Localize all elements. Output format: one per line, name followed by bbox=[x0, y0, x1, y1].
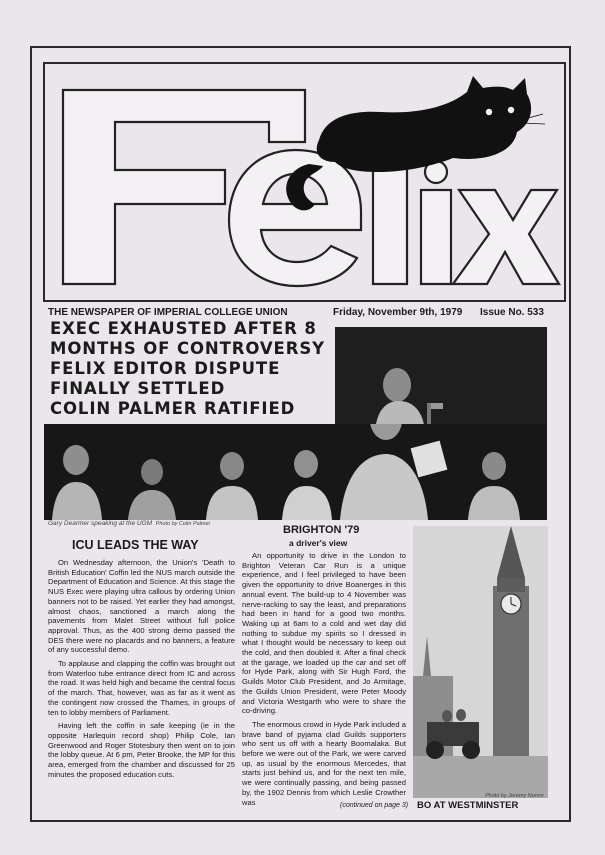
big-ben-photo bbox=[413, 526, 548, 798]
tagline: THE NEWSPAPER OF IMPERIAL COLLEGE UNION bbox=[48, 307, 288, 318]
brighton-article bbox=[242, 551, 409, 811]
big-ben-credit: Photo by Jeremy Nunns bbox=[485, 793, 544, 799]
headline-line: COLIN PALMER RATIFIED bbox=[50, 399, 296, 418]
headline-line: EXEC EXHAUSTED AFTER 8 bbox=[50, 319, 317, 338]
icu-article bbox=[48, 558, 235, 783]
brighton-subheading: a driver's view bbox=[289, 538, 348, 548]
article-paragraph: Having left the coffin in safe keeping (ie in the opposite Harlequin record shop) Philip Cole, Ian Greenwood and Roger Stotesbury then went on to join the lobby queue. At 6 pm, Peter Brooke, the MP for this area, emerged from the chamber and discussed for 25 minutes the proposed education cuts. bbox=[48, 721, 235, 779]
brighton-heading: BRIGHTON '79 bbox=[283, 524, 360, 536]
article-paragraph: To applause and clapping the coffin was brought out from Waterloo tube entrance direct from IC and across the road. It was held high and became the central focus of the march. That, however, was as far as it went as the contingent now crossed the Thames, in groups of ten to lobby members of Parliament. bbox=[48, 659, 235, 717]
speaker-photo bbox=[335, 327, 547, 431]
headline-line: FINALLY SETTLED bbox=[50, 379, 226, 398]
photo-caption bbox=[48, 520, 210, 527]
headline-line: FELIX EDITOR DISPUTE bbox=[50, 359, 281, 378]
logo-letter-x bbox=[453, 190, 559, 284]
issue-number: Issue No. 533 bbox=[480, 307, 544, 318]
issue-date: Friday, November 9th, 1979 bbox=[333, 307, 463, 318]
meeting-photo bbox=[44, 424, 547, 520]
caption-text: Gary Dearmer speaking at the UGM bbox=[48, 520, 153, 527]
article-paragraph: An opportunity to drive in the London to Brighton Veteran Car Run is a unique experience, and I feel privileged to have been given the opportunity to drive Boanerges in this annual event. The build-up to 4 November was nerve-racking to say the least, and preparations had been in hand for a good two months. Waking up at 6am to a cold and wet day did nothing to subdue my spirits so I dressed in what I thought would be necessary to keep out the cold, and then doubled it. After a final check at the garage, we loaded up the car and set off for Hyde Park, along with Sir Hugh Ford, the Guilds Motor Club President, and Jo Armitage, the Guilds Union President, were Peter Moody and Victoria Westgarth who were to share the co-driving. bbox=[242, 551, 406, 716]
logo-letter-l bbox=[373, 154, 407, 284]
logo-letter-e bbox=[229, 150, 361, 286]
article-paragraph: On Wednesday afternoon, the Union's 'Death to British Education' Coffin led the NUS march outside the Department of Education and Science. At this stage the NUS Exec were playing ultra callous by ordering Union banners not to be raised. Yet earlier they had amongst, almost chaos, sanctioned a march along the pavements from Malet Street without full police approval. Thus, as the 400 strong demo passed the DES there were no placards and no banners, a feature of any successful demo. bbox=[48, 558, 235, 655]
lead-headline bbox=[50, 319, 335, 419]
icu-heading: ICU LEADS THE WAY bbox=[72, 538, 199, 552]
headline-line: MONTHS OF CONTROVERSY bbox=[50, 339, 325, 358]
article-paragraph: The enormous crowd in Hyde Park included a brave band of pyjama clad Guilds supporters who sent us off with a hearty Boomalaka. But before we were out of the Park, we were carved up, as usual by the enormous Mercedes, that starts just behind us, and for the next ten mile, we were continually passing, and being passed by, the 1902 Dennis from which Leslie Crowther was bbox=[242, 719, 406, 807]
logo-letter-i bbox=[421, 190, 451, 284]
photo-credit: Photo by Colin Palmer bbox=[155, 521, 211, 527]
masthead-logo bbox=[43, 62, 562, 298]
continued-note: (continued on page 3) bbox=[340, 802, 409, 809]
big-ben-caption: BO AT WESTMINSTER bbox=[417, 800, 519, 811]
